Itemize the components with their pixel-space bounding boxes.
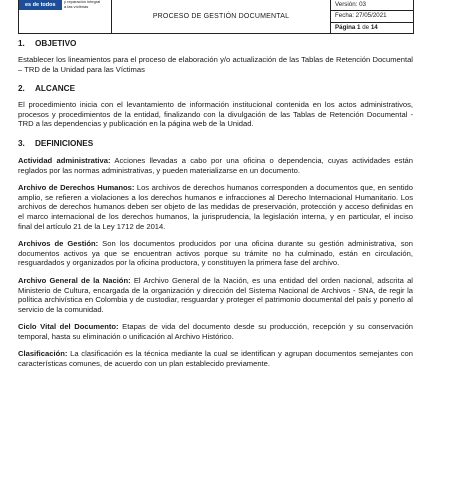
process-title: PROCESO DE GESTIÓN DOCUMENTAL (112, 0, 331, 33)
definition-item (18, 156, 413, 175)
version-label: Versión: 03 (331, 0, 413, 11)
date-label: Fecha: 27/05/2021 (331, 11, 413, 22)
definition-item (18, 183, 413, 231)
unidad-victimas-logo (19, 0, 111, 14)
definition-item (18, 322, 413, 341)
document-meta (331, 0, 413, 33)
definition-term: Actividad administrativa: (18, 155, 111, 165)
definition-text: Son los documentos producidos por una oficina durante su gestión administrativa, son documentos activos ya que se encuentran activos porque su trámite no ha culminado, están en circulación, resguardados y organizados por la oficina productora, y constituyen la primera fase del archivo. (18, 239, 413, 268)
section-text-alcance: El procedimiento inicia con el levantamiento de información institucional contenida en los actos administrativos, procesos y procedimientos de la entidad, finalizando con la divulgación de las Tablas de Retención Documental - TRD a las dependencias y publicación en la página web de la Unidad. (18, 100, 413, 129)
document-header-table (18, 0, 414, 34)
definition-text: La clasificación es la técnica mediante la cual se identifican y agrupan documentos semejantes con características comunes, de acuerdo con un plan establecido previamente. (18, 349, 413, 369)
definition-text: Etapas de vida del documento desde su producción, recepción y su conservación temporal, hasta su eliminación o unificación al Archivo Histórico. (18, 322, 414, 341)
definition-text: Acciones llevadas a cabo por una oficina o dependencia, cuyas actividades están reglados por las normas administrativas, y pueden materializarse en un documento. (18, 155, 413, 175)
logo-cell (19, 0, 112, 33)
section-text-objetivo: Establecer los lineamientos para el proceso de elaboración y/o actualización de las Tablas de Retención Documental – TRD de la Unidad para las Víctimas (18, 55, 413, 74)
definition-item (18, 239, 413, 268)
definition-term: Archivo General de la Nación: (18, 275, 131, 285)
definition-item (18, 276, 413, 314)
definition-text: Los archivos de derechos humanos corresponden a documentos que, en sentido amplio, se refieren a violaciones a los derechos humanos e infracciones al Derecho Internacional Humanitario. Los archivos de derechos humanos deben ser objeto de las medidas de preservación, protección y acceso definidas en el marco internacional de los derechos humanos, la jurisprudencia, la legislación interna, y en particular, el inciso final del artículo 21 de la Ley 1712 de 2014. (18, 183, 413, 231)
logo-main-text: es de todos (19, 0, 62, 10)
logo-sub-text: y reparación integral a las víctimas (64, 0, 101, 9)
page-number-label: Página 1 de 14 (335, 23, 378, 31)
definition-term: Archivos de Gestión: (18, 239, 99, 249)
section-heading-alcance: 2. ALCANCE (18, 84, 76, 94)
section-heading-definiciones: 3. DEFINICIONES (18, 138, 94, 148)
definition-term: Archivo de Derechos Humanos: (18, 183, 135, 193)
definition-text: El Archivo General de la Nación, es una entidad del orden nacional, adscrita al Ministerio de Cultura, encargada de la organización y dirección del Sistema Nacional de Archivos - SNA, de regir la política archivística en Colombia y de custodiar, resguardar y proteger el patrimonio documental del país y ponerlo al servicio de la comunidad. (18, 275, 413, 314)
definition-term: Clasificación: (18, 349, 68, 359)
definition-term: Ciclo Vital del Documento: (18, 322, 119, 332)
document-body (18, 38, 413, 369)
section-heading-objetivo: 1. OBJETIVO (18, 39, 77, 48)
definition-item (18, 349, 413, 368)
